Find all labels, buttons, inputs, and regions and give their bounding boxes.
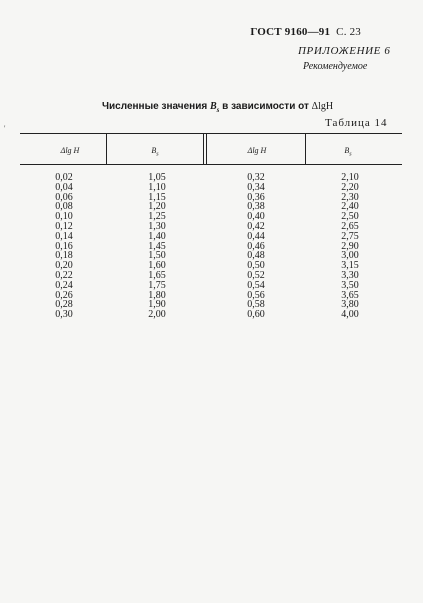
- table-cell: 1,45: [148, 240, 166, 252]
- table-label: Таблица 14: [325, 117, 388, 129]
- table-cell: 0,18: [55, 250, 73, 262]
- table-cell: 3,30: [341, 269, 359, 281]
- caption-argument: ΔlgH: [311, 101, 334, 112]
- table-cell: 0,12: [55, 220, 73, 232]
- table-cell: 0,54: [247, 279, 265, 291]
- table-cell: 0,32: [247, 172, 265, 183]
- table-cell: 0,46: [247, 240, 265, 252]
- caption-symbol: $B_s$: [209, 101, 220, 114]
- table-cell: 1,65: [148, 269, 166, 281]
- table-cell: 0,58: [247, 299, 265, 311]
- table-cell: 0,60: [247, 309, 265, 321]
- table-cell: 0,52: [247, 269, 265, 281]
- header-delta-lg-h-1: Δlg H: [60, 146, 80, 155]
- column-divider-1: [106, 133, 107, 164]
- table-cell: 2,75: [341, 230, 359, 242]
- table-header-rule: [20, 164, 402, 165]
- table-cell: 0,16: [55, 240, 73, 252]
- appendix-status: Рекомендуемое: [303, 61, 368, 72]
- table-cell: 2,40: [341, 201, 359, 213]
- table-cell: 0,22: [55, 269, 73, 281]
- table-cell: 2,50: [341, 211, 359, 223]
- table-cell: 1,15: [148, 191, 166, 203]
- table-cell: 1,20: [148, 201, 166, 213]
- table-cell: 0,28: [55, 299, 73, 311]
- table-cell: 0,48: [247, 250, 265, 262]
- page-header: [250, 26, 361, 38]
- table-cell: 1,25: [148, 211, 166, 223]
- column-delta-lg-h-1: [44, 173, 84, 320]
- caption-middle: в зависимости от: [222, 101, 309, 112]
- table-cell: 2,65: [341, 220, 359, 232]
- table-cell: 1,75: [148, 279, 166, 291]
- table-cell: 3,50: [341, 279, 359, 291]
- appendix-title: ПРИЛОЖЕНИЕ 6: [298, 45, 391, 57]
- table-cell: 0,36: [247, 191, 265, 203]
- table-cell: 3,80: [341, 299, 359, 311]
- standard-number: ГОСТ 9160—91: [250, 26, 331, 38]
- table-cell: 0,34: [247, 181, 265, 193]
- table-cell: 2,90: [341, 240, 359, 252]
- table-cell: 2,10: [341, 172, 359, 183]
- column-divider-double: [203, 133, 207, 164]
- table-cell: 2,30: [341, 191, 359, 203]
- column-bs-1: [137, 173, 177, 320]
- header-bs-2: $B_s$: [344, 146, 352, 158]
- caption-prefix: Численные значения: [102, 101, 208, 112]
- table-cell: 3,15: [341, 260, 359, 272]
- table-cell: 3,65: [341, 289, 359, 301]
- table-cell: 0,24: [55, 279, 73, 291]
- header-delta-lg-h-2: Δlg H: [247, 146, 267, 155]
- table-cell: 1,90: [148, 299, 166, 311]
- table-cell: 2,20: [341, 181, 359, 193]
- table-caption: [102, 101, 333, 114]
- table-cell: 1,60: [148, 260, 166, 272]
- table-cell: 1,05: [148, 172, 166, 183]
- table-cell: 0,06: [55, 191, 73, 203]
- table-cell: 1,10: [148, 181, 166, 193]
- table-cell: 4,00: [341, 309, 359, 321]
- header-bs-1: $B_s$: [151, 146, 159, 158]
- table-cell: 0,04: [55, 181, 73, 193]
- page-number: С. 23: [336, 26, 361, 38]
- table-cell: 3,00: [341, 250, 359, 262]
- table-top-rule: [20, 133, 402, 134]
- table-cell: 0,10: [55, 211, 73, 223]
- table-cell: 0,02: [55, 172, 73, 183]
- column-bs-2: [330, 173, 370, 320]
- table-cell: 0,14: [55, 230, 73, 242]
- table-cell: 0,56: [247, 289, 265, 301]
- table-cell: 0,30: [55, 309, 73, 321]
- table-cell: 1,30: [148, 220, 166, 232]
- column-delta-lg-h-2: [236, 173, 276, 320]
- table-cell: 0,08: [55, 201, 73, 213]
- table-cell: 0,26: [55, 289, 73, 301]
- table-cell: 1,80: [148, 289, 166, 301]
- table-cell: 0,40: [247, 211, 265, 223]
- table-cell: 0,42: [247, 220, 265, 232]
- column-divider-3: [305, 133, 306, 164]
- table-cell: 0,44: [247, 230, 265, 242]
- margin-mark: ': [4, 124, 6, 133]
- table-cell: 0,50: [247, 260, 265, 272]
- table-cell: 0,38: [247, 201, 265, 213]
- table-cell: 2,00: [148, 309, 166, 321]
- table-cell: 1,40: [148, 230, 166, 242]
- table-cell: 0,20: [55, 260, 73, 272]
- table-cell: 1,50: [148, 250, 166, 262]
